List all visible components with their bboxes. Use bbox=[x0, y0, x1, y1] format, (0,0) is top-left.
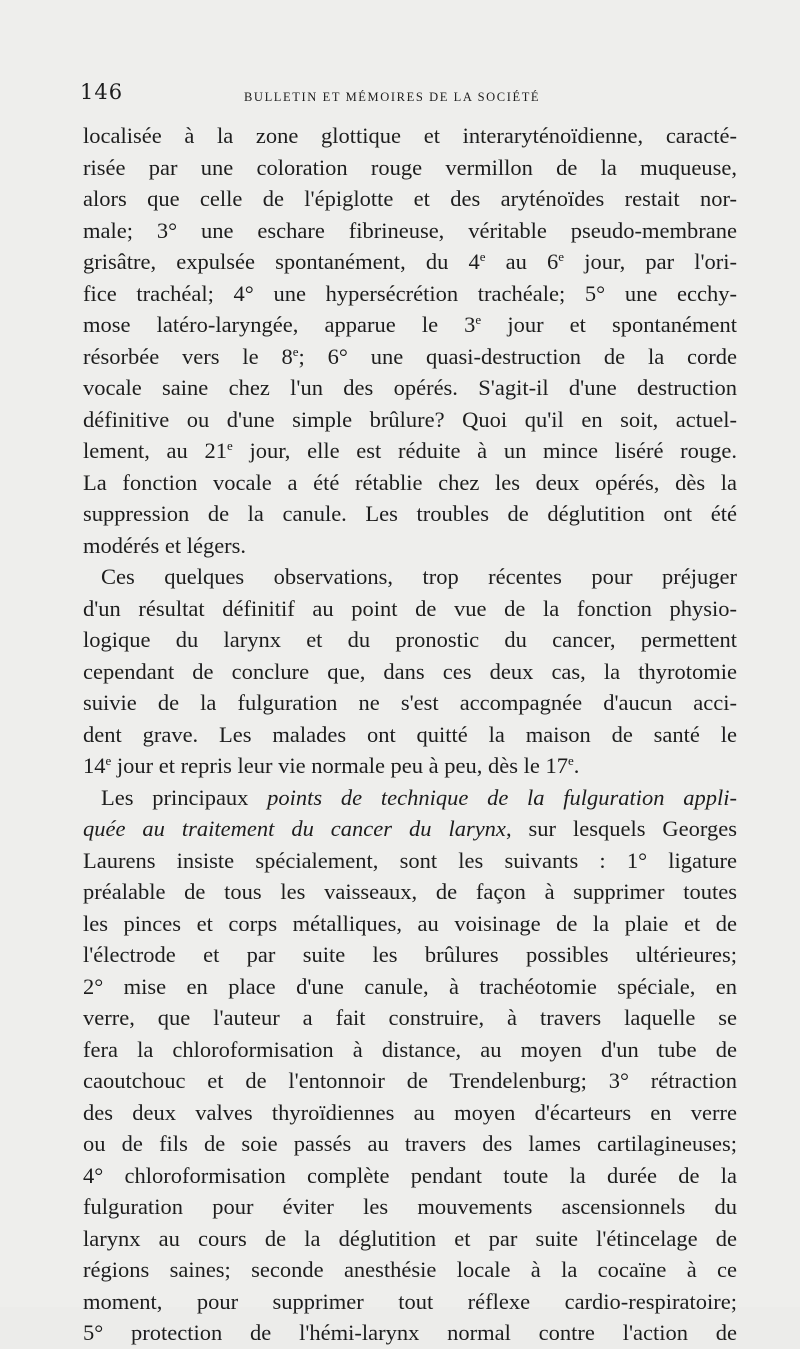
body-text bbox=[83, 120, 737, 1349]
italic-text: points de technique de la fulguration appli- bbox=[267, 784, 737, 810]
text-line bbox=[83, 876, 737, 908]
text-segment: suivie de la fulguration ne s'est accompagnée d'aucun acci- bbox=[83, 690, 737, 715]
page-number: 146 bbox=[80, 80, 124, 104]
text-line bbox=[83, 1034, 737, 1066]
text-line bbox=[83, 624, 737, 656]
text-segment: fulguration pour éviter les mouvements ascensionnels du bbox=[83, 1194, 737, 1219]
text-line bbox=[83, 1002, 737, 1034]
text-segment: au 6 bbox=[485, 249, 559, 274]
text-line bbox=[83, 750, 737, 782]
text-segment: préalable de tous les vaisseaux, de façon à supprimer toutes bbox=[83, 879, 737, 904]
text-line bbox=[83, 1254, 737, 1286]
superscript: e bbox=[226, 438, 233, 453]
text-line bbox=[83, 908, 737, 940]
text-segment: larynx au cours de la déglutition et par suite l'étincelage de bbox=[83, 1225, 737, 1251]
text-line bbox=[83, 1286, 737, 1318]
text-segment: ; 6° une quasi-destruction de la corde bbox=[298, 343, 737, 369]
text-line bbox=[83, 656, 737, 688]
text-line bbox=[83, 435, 737, 467]
text-line bbox=[83, 1317, 737, 1349]
superscript: e bbox=[568, 753, 574, 768]
text-line bbox=[83, 845, 737, 877]
text-segment: vocale saine chez l'un des opérés. S'agit-il d'une destruction bbox=[83, 375, 737, 400]
text-segment: Ces quelques observations, trop récentes pour préjuger bbox=[101, 564, 737, 589]
text-segment: 4° chloroformisation complète pendant toute la durée de la bbox=[83, 1162, 737, 1188]
text-segment: caoutchouc et de l'entonnoir de Trendelenburg; 3° rétraction bbox=[83, 1068, 737, 1093]
superscript: e bbox=[475, 312, 482, 327]
text-segment: risée par une coloration rouge vermillon de la muqueuse, bbox=[83, 154, 737, 180]
text-line bbox=[83, 341, 737, 373]
text-segment: suppression de la canule. Les troubles de déglutition ont été bbox=[83, 501, 737, 526]
text-line bbox=[83, 120, 737, 152]
text-line bbox=[83, 215, 737, 247]
text-line bbox=[83, 372, 737, 404]
text-segment: modérés et légers. bbox=[83, 532, 247, 558]
text-segment: jour, par l'ori- bbox=[564, 249, 737, 274]
text-segment: male; 3° une eschare fibrineuse, véritable pseudo-membrane bbox=[83, 217, 737, 243]
text-line bbox=[83, 404, 737, 436]
text-segment: les pinces et corps métalliques, au voisinage de la plaie et de bbox=[83, 910, 737, 936]
page-header bbox=[80, 80, 732, 110]
text-line bbox=[83, 561, 737, 593]
text-line bbox=[83, 719, 737, 751]
text-segment: régions saines; seconde anesthésie locale à la cocaïne à ce bbox=[83, 1257, 737, 1282]
text-line bbox=[83, 309, 737, 341]
text-line bbox=[83, 1065, 737, 1097]
superscript: e bbox=[479, 249, 486, 264]
text-segment: grisâtre, expulsée spontanément, du 4 bbox=[83, 249, 480, 274]
text-segment: fice trachéal; 4° une hypersécrétion trachéale; 5° une ecchy- bbox=[83, 280, 737, 306]
text-segment: jour et repris leur vie normale peu à peu, dès le 17 bbox=[111, 753, 568, 778]
text-segment: 5° protection de l'hémi-larynx normal contre l'action de bbox=[83, 1320, 737, 1345]
text-segment: . bbox=[573, 753, 580, 778]
text-segment: 2° mise en place d'une canule, à trachéotomie spéciale, en bbox=[83, 973, 737, 999]
text-segment: localisée à la zone glottique et interaryténoïdienne, caracté- bbox=[83, 123, 737, 148]
text-segment: La fonction vocale a été rétablie chez les deux opérés, dès la bbox=[83, 469, 737, 495]
text-line bbox=[83, 1128, 737, 1160]
text-line bbox=[83, 782, 737, 814]
text-segment: définitive ou d'une simple brûlure? Quoi qu'il en soit, actuel- bbox=[83, 406, 737, 432]
text-line bbox=[83, 593, 737, 625]
running-head: BULLETIN ET MÉMOIRES DE LA SOCIÉTÉ bbox=[244, 90, 541, 104]
text-segment: lement, au 21 bbox=[83, 438, 227, 463]
text-segment: Les principaux bbox=[101, 784, 268, 810]
text-line bbox=[83, 498, 737, 530]
text-line bbox=[83, 246, 737, 278]
text-line bbox=[83, 1160, 737, 1192]
text-line bbox=[83, 467, 737, 499]
text-segment: résorbée vers le 8 bbox=[83, 343, 293, 369]
text-line bbox=[83, 939, 737, 971]
text-segment: Laurens insiste spécialement, sont les suivants : 1° ligature bbox=[83, 847, 737, 873]
superscript: e bbox=[558, 249, 565, 264]
text-line bbox=[83, 183, 737, 215]
text-line bbox=[83, 152, 737, 184]
italic-text: quée au traitement du cancer du larynx bbox=[83, 816, 506, 841]
text-segment: logique du larynx et du pronostic du cancer, permettent bbox=[83, 627, 737, 652]
text-line bbox=[83, 1097, 737, 1129]
text-segment: d'un résultat définitif au point de vue de la fonction physio- bbox=[83, 595, 737, 621]
text-segment: , sur lesquels Georges bbox=[505, 816, 737, 841]
text-segment: mose latéro-laryngée, apparue le 3 bbox=[83, 312, 476, 337]
text-segment: cependant de conclure que, dans ces deux cas, la thyrotomie bbox=[83, 658, 737, 684]
text-line bbox=[83, 1223, 737, 1255]
text-segment: 14 bbox=[83, 753, 106, 778]
text-segment: fera la chloroformisation à distance, au moyen d'un tube de bbox=[83, 1036, 737, 1062]
superscript: e bbox=[292, 343, 299, 359]
text-line bbox=[83, 530, 737, 562]
text-line bbox=[83, 687, 737, 719]
text-segment: jour, elle est réduite à un mince liséré rouge. bbox=[232, 438, 737, 463]
text-segment: verre, que l'auteur a fait construire, à travers laquelle se bbox=[83, 1005, 737, 1030]
text-line bbox=[83, 1191, 737, 1223]
text-segment: l'électrode et par suite les brûlures possibles ultérieures; bbox=[83, 942, 737, 967]
text-line bbox=[83, 278, 737, 310]
text-segment: jour et spontanément bbox=[481, 312, 737, 337]
text-segment: ou de fils de soie passés au travers des lames cartilagineuses; bbox=[83, 1131, 737, 1156]
text-segment: dent grave. Les malades ont quitté la maison de santé le bbox=[83, 721, 737, 747]
text-line bbox=[83, 971, 737, 1003]
text-segment: des deux valves thyroïdiennes au moyen d'écarteurs en verre bbox=[83, 1099, 737, 1125]
text-line bbox=[83, 813, 737, 845]
text-segment: moment, pour supprimer tout réflexe cardio-respiratoire; bbox=[83, 1288, 737, 1314]
text-segment: alors que celle de l'épiglotte et des aryténoïdes restait nor- bbox=[83, 186, 737, 211]
superscript: e bbox=[105, 753, 112, 768]
